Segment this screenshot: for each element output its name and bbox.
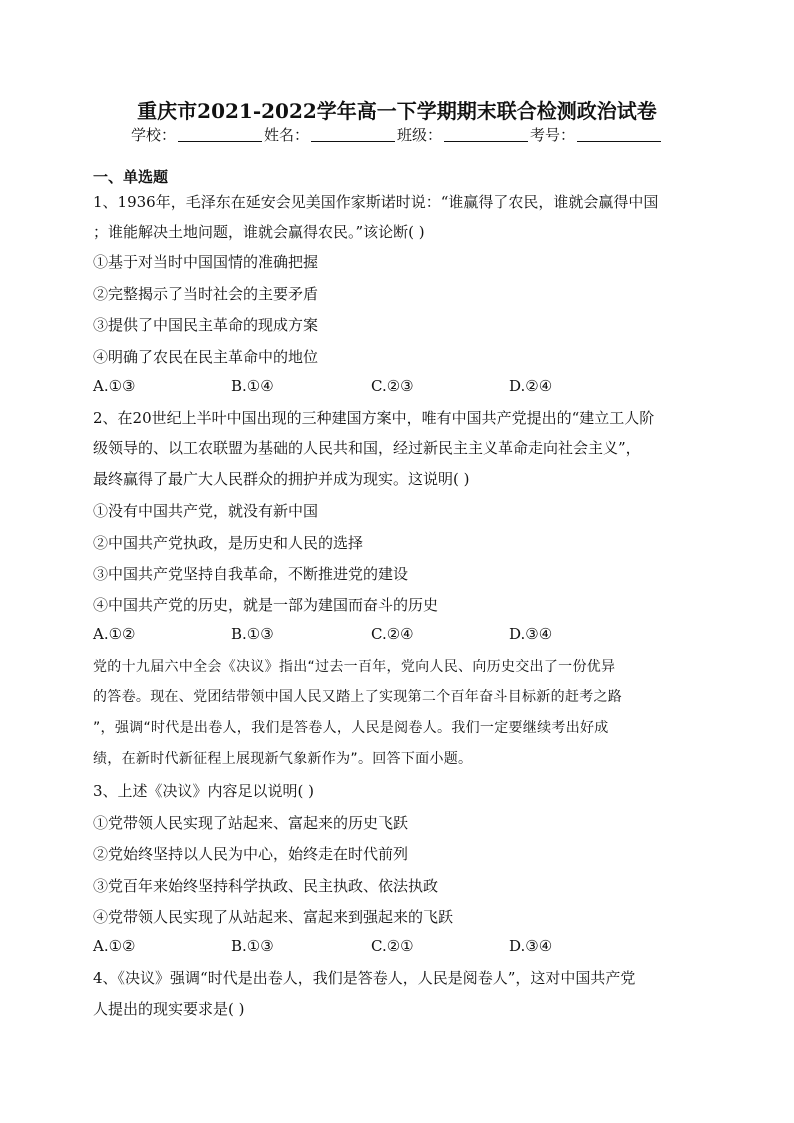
q1-stem-line: 1、1936年，毛泽东在延安会见美国作家斯诺时说：“谁赢得了农民，谁就会赢得中国 <box>93 193 659 211</box>
q2-stem-line: 级领导的、以工农联盟为基础的人民共和国，经过新民主主义革命走向社会主义”， <box>93 439 641 457</box>
choice-d: D.②④ <box>509 377 553 395</box>
q2-option: ②中国共产党执政，是历史和人民的选择 <box>93 534 364 552</box>
q2-stem-line: 2、在20世纪上半叶中国出现的三种建国方案中，唯有中国共产党提出的“建立工人阶 <box>93 409 655 427</box>
choice-c: C.②① <box>371 937 414 955</box>
student-info-line <box>0 124 794 145</box>
q3-stem: 3、上述《决议》内容足以说明( ) <box>93 782 315 800</box>
choice-a: A.①③ <box>93 377 136 395</box>
q3-option: ④党带领人民实现了从站起来、富起来到强起来的飞跃 <box>93 908 454 926</box>
class-label: 班级： <box>397 126 443 144</box>
name-label: 姓名： <box>263 126 309 144</box>
name-blank <box>311 127 395 142</box>
number-blank <box>577 127 661 142</box>
q2-option: ④中国共产党的历史，就是一部为建国而奋斗的历史 <box>93 596 439 614</box>
choice-b: B.①③ <box>231 625 274 643</box>
choice-b: B.①④ <box>231 377 274 395</box>
q1-stem-line: ；谁能解决土地问题，谁就会赢得农民。”该论断( ) <box>93 223 425 241</box>
q2-choices <box>93 625 653 645</box>
q4-stem-line: 人提出的现实要求是( ) <box>93 1000 245 1018</box>
q1-option: ①基于对当时中国国情的准确把握 <box>93 253 319 271</box>
school-label: 学校： <box>130 126 176 144</box>
q2-option: ③中国共产党坚持自我革命，不断推进党的建设 <box>93 565 409 583</box>
q1-choices <box>93 377 653 397</box>
choice-a: A.①② <box>93 937 136 955</box>
q3-option: ①党带领人民实现了站起来、富起来的历史飞跃 <box>93 814 409 832</box>
school-blank <box>178 127 262 142</box>
material-line: 绩，在新时代新征程上展现新气象新作为”。回答下面小题。 <box>93 751 473 767</box>
choice-c: C.②④ <box>371 625 414 643</box>
q2-stem-line: 最终赢得了最广大人民群众的拥护并成为现实。这说明( ) <box>93 470 470 488</box>
q3-option: ③党百年来始终坚持科学执政、民主执政、依法执政 <box>93 877 439 895</box>
q3-choices <box>93 937 653 957</box>
choice-d: D.③④ <box>509 625 553 643</box>
exam-title: 重庆市2021-2022学年高一下学期期末联合检测政治试卷 <box>137 99 657 123</box>
material-line: ”，强调“时代是出卷人，我们是答卷人，人民是阅卷人。我们一定要继续考出好成 <box>93 720 609 736</box>
class-blank <box>444 127 528 142</box>
number-label: 考号： <box>530 126 576 144</box>
q1-option: ③提供了中国民主革命的现成方案 <box>93 316 319 334</box>
q2-option: ①没有中国共产党，就没有新中国 <box>93 502 319 520</box>
q1-option: ④明确了农民在民主革命中的地位 <box>93 348 319 366</box>
q4-stem-line: 4、《决议》强调“时代是出卷人，我们是答卷人，人民是阅卷人”，这对中国共产党 <box>93 969 636 987</box>
q1-option: ②完整揭示了当时社会的主要矛盾 <box>93 285 319 303</box>
section-heading: 一、单选题 <box>93 168 169 186</box>
choice-c: C.②③ <box>371 377 414 395</box>
material-line: 的答卷。现在、党团结带领中国人民又踏上了实现第二个百年奋斗目标新的赶考之路 <box>93 689 623 705</box>
choice-d: D.③④ <box>509 937 553 955</box>
q3-option: ②党始终坚持以人民为中心，始终走在时代前列 <box>93 845 409 863</box>
choice-b: B.①③ <box>231 937 274 955</box>
choice-a: A.①② <box>93 625 136 643</box>
material-line: 党的十九届六中全会《决议》指出“过去一百年，党向人民、向历史交出了一份优异 <box>93 659 616 675</box>
